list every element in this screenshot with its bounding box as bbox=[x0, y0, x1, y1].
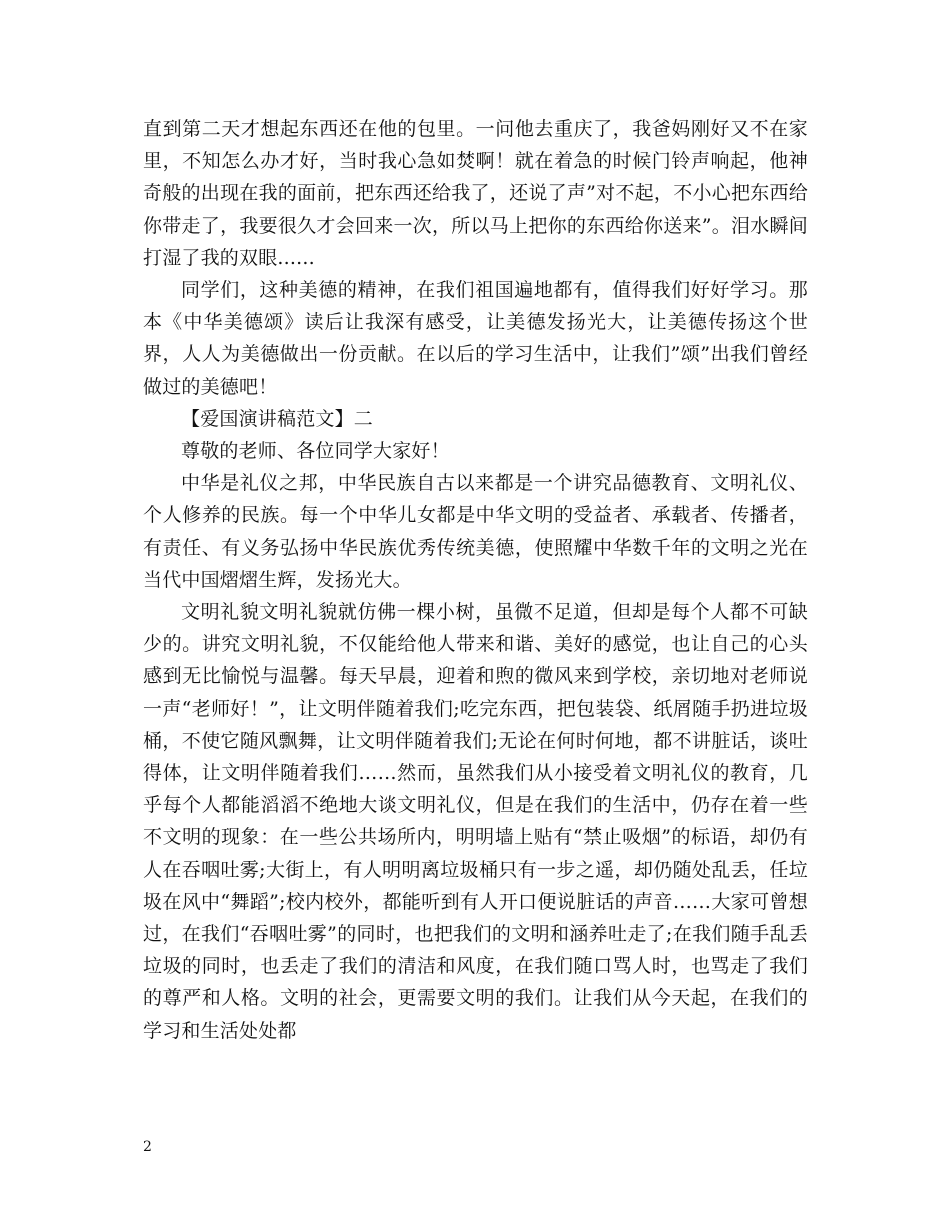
paragraph-virtue-summary: 同学们，这种美德的精神，在我们祖国遍地都有，值得我们好好学习。那本《中华美德颂》读后让我深有感受，让美德发扬光大，让美德传扬这个世界，人人为美德做出一份贡献。在以后的学习生活中，让我们”颂”出我们曾经做过的美德吧！ bbox=[143, 279, 808, 398]
page-number: 2 bbox=[143, 1139, 152, 1155]
section-heading: 【爱国演讲稿范文】二 bbox=[181, 407, 374, 430]
paragraph-etiquette-nation: 中华是礼仪之邦，中华民族自古以来都是一个讲究品德教育、文明礼仪、个人修养的民族。每一个中华儿女都是中华文明的受益者、承载者、传播者，有责任、有义务弘扬中华民族优秀传统美德，使照耀中华数千年的文明之光在当代中国熠熠生辉，发扬光大。 bbox=[143, 472, 808, 591]
document-body bbox=[143, 113, 808, 1047]
paragraph-civility: 文明礼貌文明礼貌就仿佛一棵小树，虽微不足道，但却是每个人都不可缺少的。讲究文明礼貌，不仅能给他人带来和谐、美好的感觉，也让自己的心头感到无比愉悦与温馨。每天早晨，迎着和煦的微风来到学校，亲切地对老师说一声“老师好！”，让文明伴随着我们;吃完东西，把包装袋、纸屑随手扔进垃圾桶，不使它随风飘舞，让文明伴随着我们;无论在何时何地，都不讲脏话，谈吐得体，让文明伴随着我们……然而，虽然我们从小接受着文明礼仪的教育，几乎每个人都能滔滔不绝地大谈文明礼仪，但是在我们的生活中，仍存在着一些不文明的现象：在一些公共场所内，明明墙上贴有“禁止吸烟”的标语，却仍有人在吞咽吐雾;大街上，有人明明离垃圾桶只有一步之遥，却仍随处乱丢，任垃圾在风中“舞蹈”;校内校外，都能听到有人开口便说脏话的声音……大家可曾想过，在我们“吞咽吐雾”的同时，也把我们的文明和涵养吐走了;在我们随手乱丢垃圾的同时，也丢走了我们的清洁和风度，在我们随口骂人时，也骂走了我们的尊严和人格。文明的社会，更需要文明的我们。让我们从今天起，在我们的学习和生活处处都 bbox=[143, 601, 808, 1042]
greeting-paragraph: 尊敬的老师、各位同学大家好！ bbox=[181, 440, 450, 463]
paragraph-continuation: 直到第二天才想起东西还在他的包里。一问他去重庆了，我爸妈刚好又不在家里，不知怎么办才好，当时我心急如焚啊！就在着急的时候门铃声响起，他神奇般的出现在我的面前，把东西还给我了，还说了声”对不起，不小心把东西给你带走了，我要很久才会回来一次，所以马上把你的东西给你送来”。泪水瞬间打湿了我的双眼...... bbox=[143, 118, 808, 269]
